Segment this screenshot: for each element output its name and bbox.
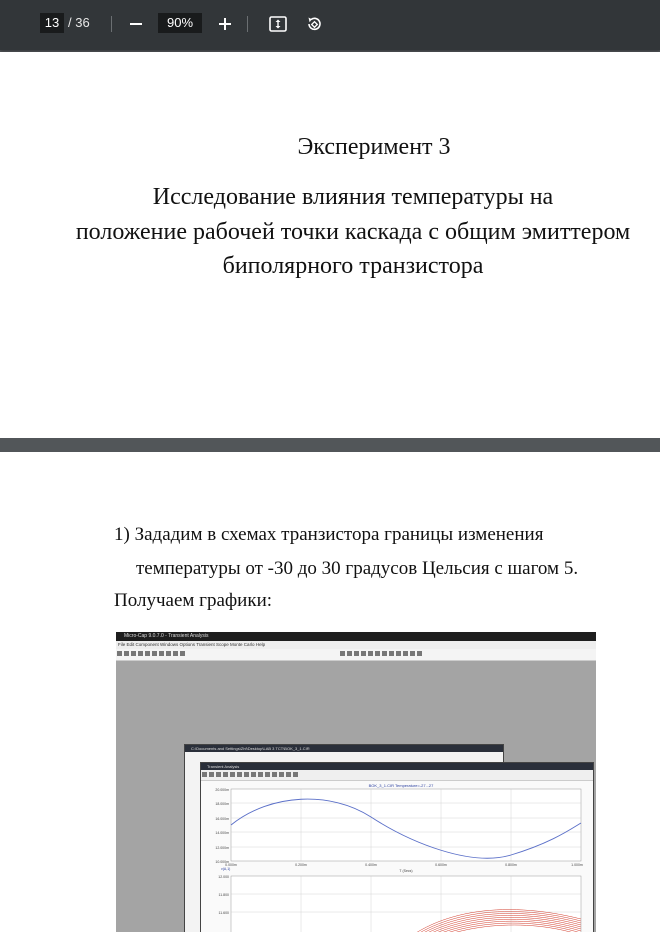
tick-label: 0.400m (365, 863, 377, 867)
tick-label: 10.000m (215, 860, 229, 864)
tick-label: 0.600m (435, 863, 447, 867)
toolbar-divider (111, 16, 112, 32)
window-toolbar (201, 770, 593, 781)
list-item-line: температуры от -30 до 30 градусов Цельсия с шагом 5. (136, 558, 579, 579)
experiment-title: Эксперимент 3 (297, 134, 451, 160)
zoom-out-button[interactable] (124, 12, 148, 36)
app-icon-toolbar (116, 649, 596, 661)
page-number-input[interactable]: 13 (40, 13, 64, 33)
rotate-button[interactable] (302, 12, 326, 36)
app-menubar (116, 641, 596, 649)
plot-title: BOK_3_1.CIR Temperature=-27...27 (368, 783, 434, 788)
subtitle-line: положение рабочей точки каскада с общим эмиттером (75, 218, 631, 245)
window-title: C:\Documents and Settings\Zhf\Desktop\LAB 3 TCT\BOK_3_1.CIR (185, 745, 503, 752)
embedded-screenshot (116, 632, 596, 932)
app-title: Micro-Cap 9.0.7.0 - Transient Analysis (124, 633, 209, 639)
upper-plot-area (231, 789, 581, 861)
tick-label: 18.000m (215, 802, 229, 806)
tick-label: 0.200m (295, 863, 307, 867)
pdf-page (0, 52, 660, 438)
pdf-toolbar (0, 0, 660, 50)
fit-page-icon (269, 16, 287, 32)
page-count: / 36 (68, 15, 90, 30)
tick-label: 12.000 (218, 875, 229, 879)
rotate-icon (305, 15, 323, 33)
experiment-subtitle (60, 180, 646, 284)
window-title: Transient Analysis (201, 763, 593, 770)
tick-label: 0.000m (225, 863, 237, 867)
tick-label: 11.800 (218, 893, 229, 897)
tick-label: 20.000m (215, 788, 229, 792)
tick-label: 0.800m (505, 863, 517, 867)
tick-label: 11.600 (218, 911, 229, 915)
fit-to-page-button[interactable] (266, 12, 290, 36)
transient-plot (201, 781, 593, 932)
tick-label: 16.000m (215, 817, 229, 821)
toolbar-divider (247, 16, 248, 32)
list-item-line: 1) Зададим в схемах транзистора границы изменения (114, 524, 544, 545)
list-item (114, 518, 614, 586)
tick-label: 12.000m (215, 846, 229, 850)
pdf-page (0, 452, 660, 932)
axis-label: T (Secs) (399, 869, 413, 873)
subtitle-line: Исследование влияния температуры на (152, 184, 554, 210)
zoom-level-input[interactable]: 90% (158, 13, 202, 33)
tick-label: 1.000m (571, 863, 583, 867)
paragraph: Получаем графики: (114, 590, 273, 611)
plus-icon (218, 17, 232, 31)
transient-window (200, 762, 594, 932)
series-label: v(A,1) (221, 867, 231, 871)
subtitle-line: биполярного транзистора (222, 253, 484, 279)
tick-label: 14.000m (215, 831, 229, 835)
app-menu-text: File Edit Component Windows Options Transient Scope Monte Carlo Help (118, 642, 266, 647)
minus-icon (129, 17, 143, 31)
app-titlebar (116, 632, 596, 641)
zoom-in-button[interactable] (213, 12, 237, 36)
